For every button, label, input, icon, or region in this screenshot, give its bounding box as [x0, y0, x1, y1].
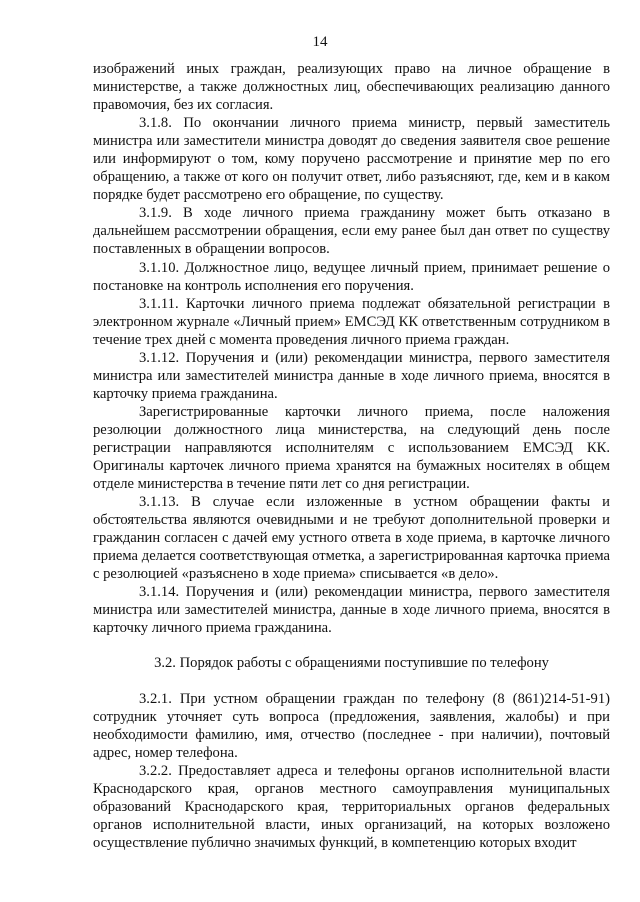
- paragraph-3-2-1: 3.2.1. При устном обращении граждан по телефону (8 (861)214-51-91) сотрудник уточняет суть вопроса (предложения, заявления, жалобы) и при необходимости фамилию, имя, отчество (последнее - при наличии), почтовый адрес, номер телефона.: [93, 690, 610, 761]
- paragraph-continuation: изображений иных граждан, реализующих право на личное обращение в министерстве, а также должностных лиц, обеспечивающих реализацию данного правомочия, без их согласия.: [93, 61, 610, 114]
- paragraph-registered-cards: Зарегистрированные карточки личного приема, после наложения резолюции должностного лица министерства, на следующий день после регистрации направляются исполнителям с использованием ЕМСЭД КК. Оригиналы карточек личного приема хранятся на бумажных носителях в общем отделе министерства в течение пяти лет со дня регистрации.: [93, 403, 610, 493]
- paragraph-3-1-12: 3.1.12. Поручения и (или) рекомендации министра, первого заместителя министра или заместителей министра данные в ходе личного приема, вносятся в карточку приема гражданина.: [93, 349, 610, 402]
- page-number: 14: [312, 34, 328, 50]
- paragraph-3-1-8: 3.1.8. По окончании личного приема министр, первый заместитель министра или заместители министра доводят до сведения заявителя свое решение или информируют о том, кому поручено рассмотрение и принятие мер по его обращению, а также от кого он получит ответ, либо разъясняют, где, кем и в каком порядке будет рассмотрено его обращение, по существу.: [93, 115, 610, 204]
- document-body: [93, 60, 610, 852]
- paragraph-3-1-13: 3.1.13. В случае если изложенные в устном обращении факты и обстоятельства являются очевидными и не требуют дополнительной проверки и гражданин согласен с дачей ему устного ответа в ходе приема, в карточке личного приема делается соответствующая отметка, а зарегистрированная карточка приема с резолюцией «разъяснено в ходе приема» списывается «в дело».: [93, 494, 610, 583]
- paragraph-3-1-14: 3.1.14. Поручения и (или) рекомендации министра, первого заместителя министра или заместителей министра, данные в ходе личного приема, вносятся в карточку личного приема гражданина.: [93, 584, 610, 637]
- paragraph-3-1-10: 3.1.10. Должностное лицо, ведущее личный прием, принимает решение о постановке на контроль исполнения его поручения.: [93, 259, 610, 294]
- paragraph-3-1-9: 3.1.9. В ходе личного приема гражданину может быть отказано в дальнейшем рассмотрении обращения, если ему ранее был дан ответ по существу поставленных в обращении вопросов.: [93, 205, 610, 258]
- paragraph-3-1-11: 3.1.11. Карточки личного приема подлежат обязательной регистрации в электронном журнале «Личный прием» ЕМСЭД КК ответственным сотрудником в течение трех дней с момента проведения личного приема граждан.: [93, 295, 610, 348]
- section-heading-3-2: 3.2. Порядок работы с обращениями поступившие по телефону: [154, 654, 549, 671]
- paragraph-3-2-2: 3.2.2. Предоставляет адреса и телефоны органов исполнительной власти Краснодарского края, органов местного самоуправления муниципальных образований Краснодарского края, территориальных органов федеральных органов исполнительной власти, иных организаций, на которых возложено осуществление публично значимых функций, в компетенцию которых входит: [93, 762, 610, 851]
